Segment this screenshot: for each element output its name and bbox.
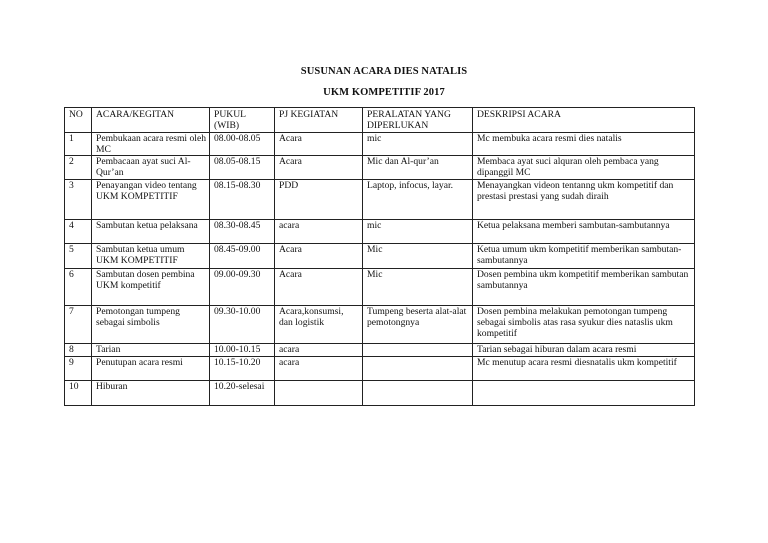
cell-acara: Pembacaan ayat suci Al-Qur’an bbox=[92, 156, 210, 180]
table-row bbox=[65, 180, 695, 220]
header-cell-acara: ACARA/KEGITAN bbox=[92, 108, 210, 133]
cell-peralatan bbox=[363, 381, 473, 406]
cell-no: 2 bbox=[65, 156, 92, 180]
cell-peralatan: Mic bbox=[363, 244, 473, 269]
table-row bbox=[65, 344, 695, 357]
table-row bbox=[65, 381, 695, 406]
cell-deskripsi: Mc menutup acara resmi diesnatalis ukm kompetitif bbox=[473, 357, 695, 381]
schedule-table bbox=[64, 107, 695, 406]
document-subtitle: UKM KOMPETITIF 2017 bbox=[323, 87, 445, 98]
table-header-row bbox=[65, 108, 695, 133]
cell-peralatan: Tumpeng beserta alat-alat pemotongnya bbox=[363, 306, 473, 344]
header-cell-pukul: PUKUL (WIB) bbox=[210, 108, 275, 133]
cell-peralatan: Mic bbox=[363, 269, 473, 306]
cell-no: 1 bbox=[65, 133, 92, 156]
cell-acara: Hiburan bbox=[92, 381, 210, 406]
table-row bbox=[65, 357, 695, 381]
cell-peralatan bbox=[363, 357, 473, 381]
cell-deskripsi: Tarian sebagai hiburan dalam acara resmi bbox=[473, 344, 695, 357]
cell-pj: Acara bbox=[275, 269, 363, 306]
cell-acara: Pembukaan acara resmi oleh MC bbox=[92, 133, 210, 156]
cell-deskripsi bbox=[473, 381, 695, 406]
header-cell-deskripsi: DESKRIPSI ACARA bbox=[473, 108, 695, 133]
cell-pj: Acara,konsumsi, dan logistik bbox=[275, 306, 363, 344]
cell-deskripsi: Dosen pembina melakukan pemotongan tumpeng sebagai simbolis atas rasa syukur dies nataslis ukm kompetitif bbox=[473, 306, 695, 344]
cell-no: 6 bbox=[65, 269, 92, 306]
cell-deskripsi: Membaca ayat suci alquran oleh pembaca yang dipanggil MC bbox=[473, 156, 695, 180]
cell-no: 8 bbox=[65, 344, 92, 357]
table-row bbox=[65, 220, 695, 244]
header-cell-peralatan: PERALATAN YANG DIPERLUKAN bbox=[363, 108, 473, 133]
cell-acara: Penayangan video tentang UKM KOMPETITIF bbox=[92, 180, 210, 220]
cell-deskripsi: Menayangkan videon tentanng ukm kompetitif dan prestasi prestasi yang sudah diraih bbox=[473, 180, 695, 220]
cell-pj: acara bbox=[275, 357, 363, 381]
cell-pj bbox=[275, 381, 363, 406]
cell-pj: Acara bbox=[275, 133, 363, 156]
header-cell-pj: PJ KEGIATAN bbox=[275, 108, 363, 133]
cell-deskripsi: Ketua umum ukm kompetitif memberikan sambutan- sambutannya bbox=[473, 244, 695, 269]
table-row bbox=[65, 269, 695, 306]
table-row bbox=[65, 306, 695, 344]
table-row bbox=[65, 156, 695, 180]
cell-peralatan bbox=[363, 344, 473, 357]
cell-pj: Acara bbox=[275, 156, 363, 180]
cell-pukul: 10.00-10.15 bbox=[210, 344, 275, 357]
cell-deskripsi: Dosen pembina ukm kompetitif memberikan sambutan sambutannya bbox=[473, 269, 695, 306]
cell-acara: Sambutan ketua pelaksana bbox=[92, 220, 210, 244]
cell-deskripsi: Mc membuka acara resmi dies natalis bbox=[473, 133, 695, 156]
cell-pukul: 10.15-10.20 bbox=[210, 357, 275, 381]
cell-pj: acara bbox=[275, 220, 363, 244]
cell-no: 7 bbox=[65, 306, 92, 344]
cell-acara: Pemotongan tumpeng sebagai simbolis bbox=[92, 306, 210, 344]
cell-acara: Sambutan dosen pembina UKM kompetitif bbox=[92, 269, 210, 306]
cell-no: 5 bbox=[65, 244, 92, 269]
header-cell-no: NO bbox=[65, 108, 92, 133]
cell-peralatan: mic bbox=[363, 220, 473, 244]
cell-pukul: 08.45-09.00 bbox=[210, 244, 275, 269]
cell-acara: Sambutan ketua umum UKM KOMPETITIF bbox=[92, 244, 210, 269]
cell-pukul: 08.05-08.15 bbox=[210, 156, 275, 180]
cell-no: 4 bbox=[65, 220, 92, 244]
cell-pukul: 10.20-selesai bbox=[210, 381, 275, 406]
cell-no: 9 bbox=[65, 357, 92, 381]
cell-peralatan: Mic dan Al-qur’an bbox=[363, 156, 473, 180]
cell-pukul: 09.00-09.30 bbox=[210, 269, 275, 306]
cell-peralatan: mic bbox=[363, 133, 473, 156]
cell-pukul: 08.00-08.05 bbox=[210, 133, 275, 156]
cell-acara: Tarian bbox=[92, 344, 210, 357]
document-title: SUSUNAN ACARA DIES NATALIS bbox=[300, 66, 468, 77]
cell-pukul: 09.30-10.00 bbox=[210, 306, 275, 344]
cell-pukul: 08.30-08.45 bbox=[210, 220, 275, 244]
cell-acara: Penutupan acara resmi bbox=[92, 357, 210, 381]
cell-pj: acara bbox=[275, 344, 363, 357]
table-row bbox=[65, 133, 695, 156]
cell-pj: PDD bbox=[275, 180, 363, 220]
cell-no: 3 bbox=[65, 180, 92, 220]
cell-no: 10 bbox=[65, 381, 92, 406]
cell-peralatan: Laptop, infocus, layar. bbox=[363, 180, 473, 220]
cell-deskripsi: Ketua pelaksana memberi sambutan-sambutannya bbox=[473, 220, 695, 244]
cell-pukul: 08.15-08.30 bbox=[210, 180, 275, 220]
cell-pj: Acara bbox=[275, 244, 363, 269]
table-row bbox=[65, 244, 695, 269]
